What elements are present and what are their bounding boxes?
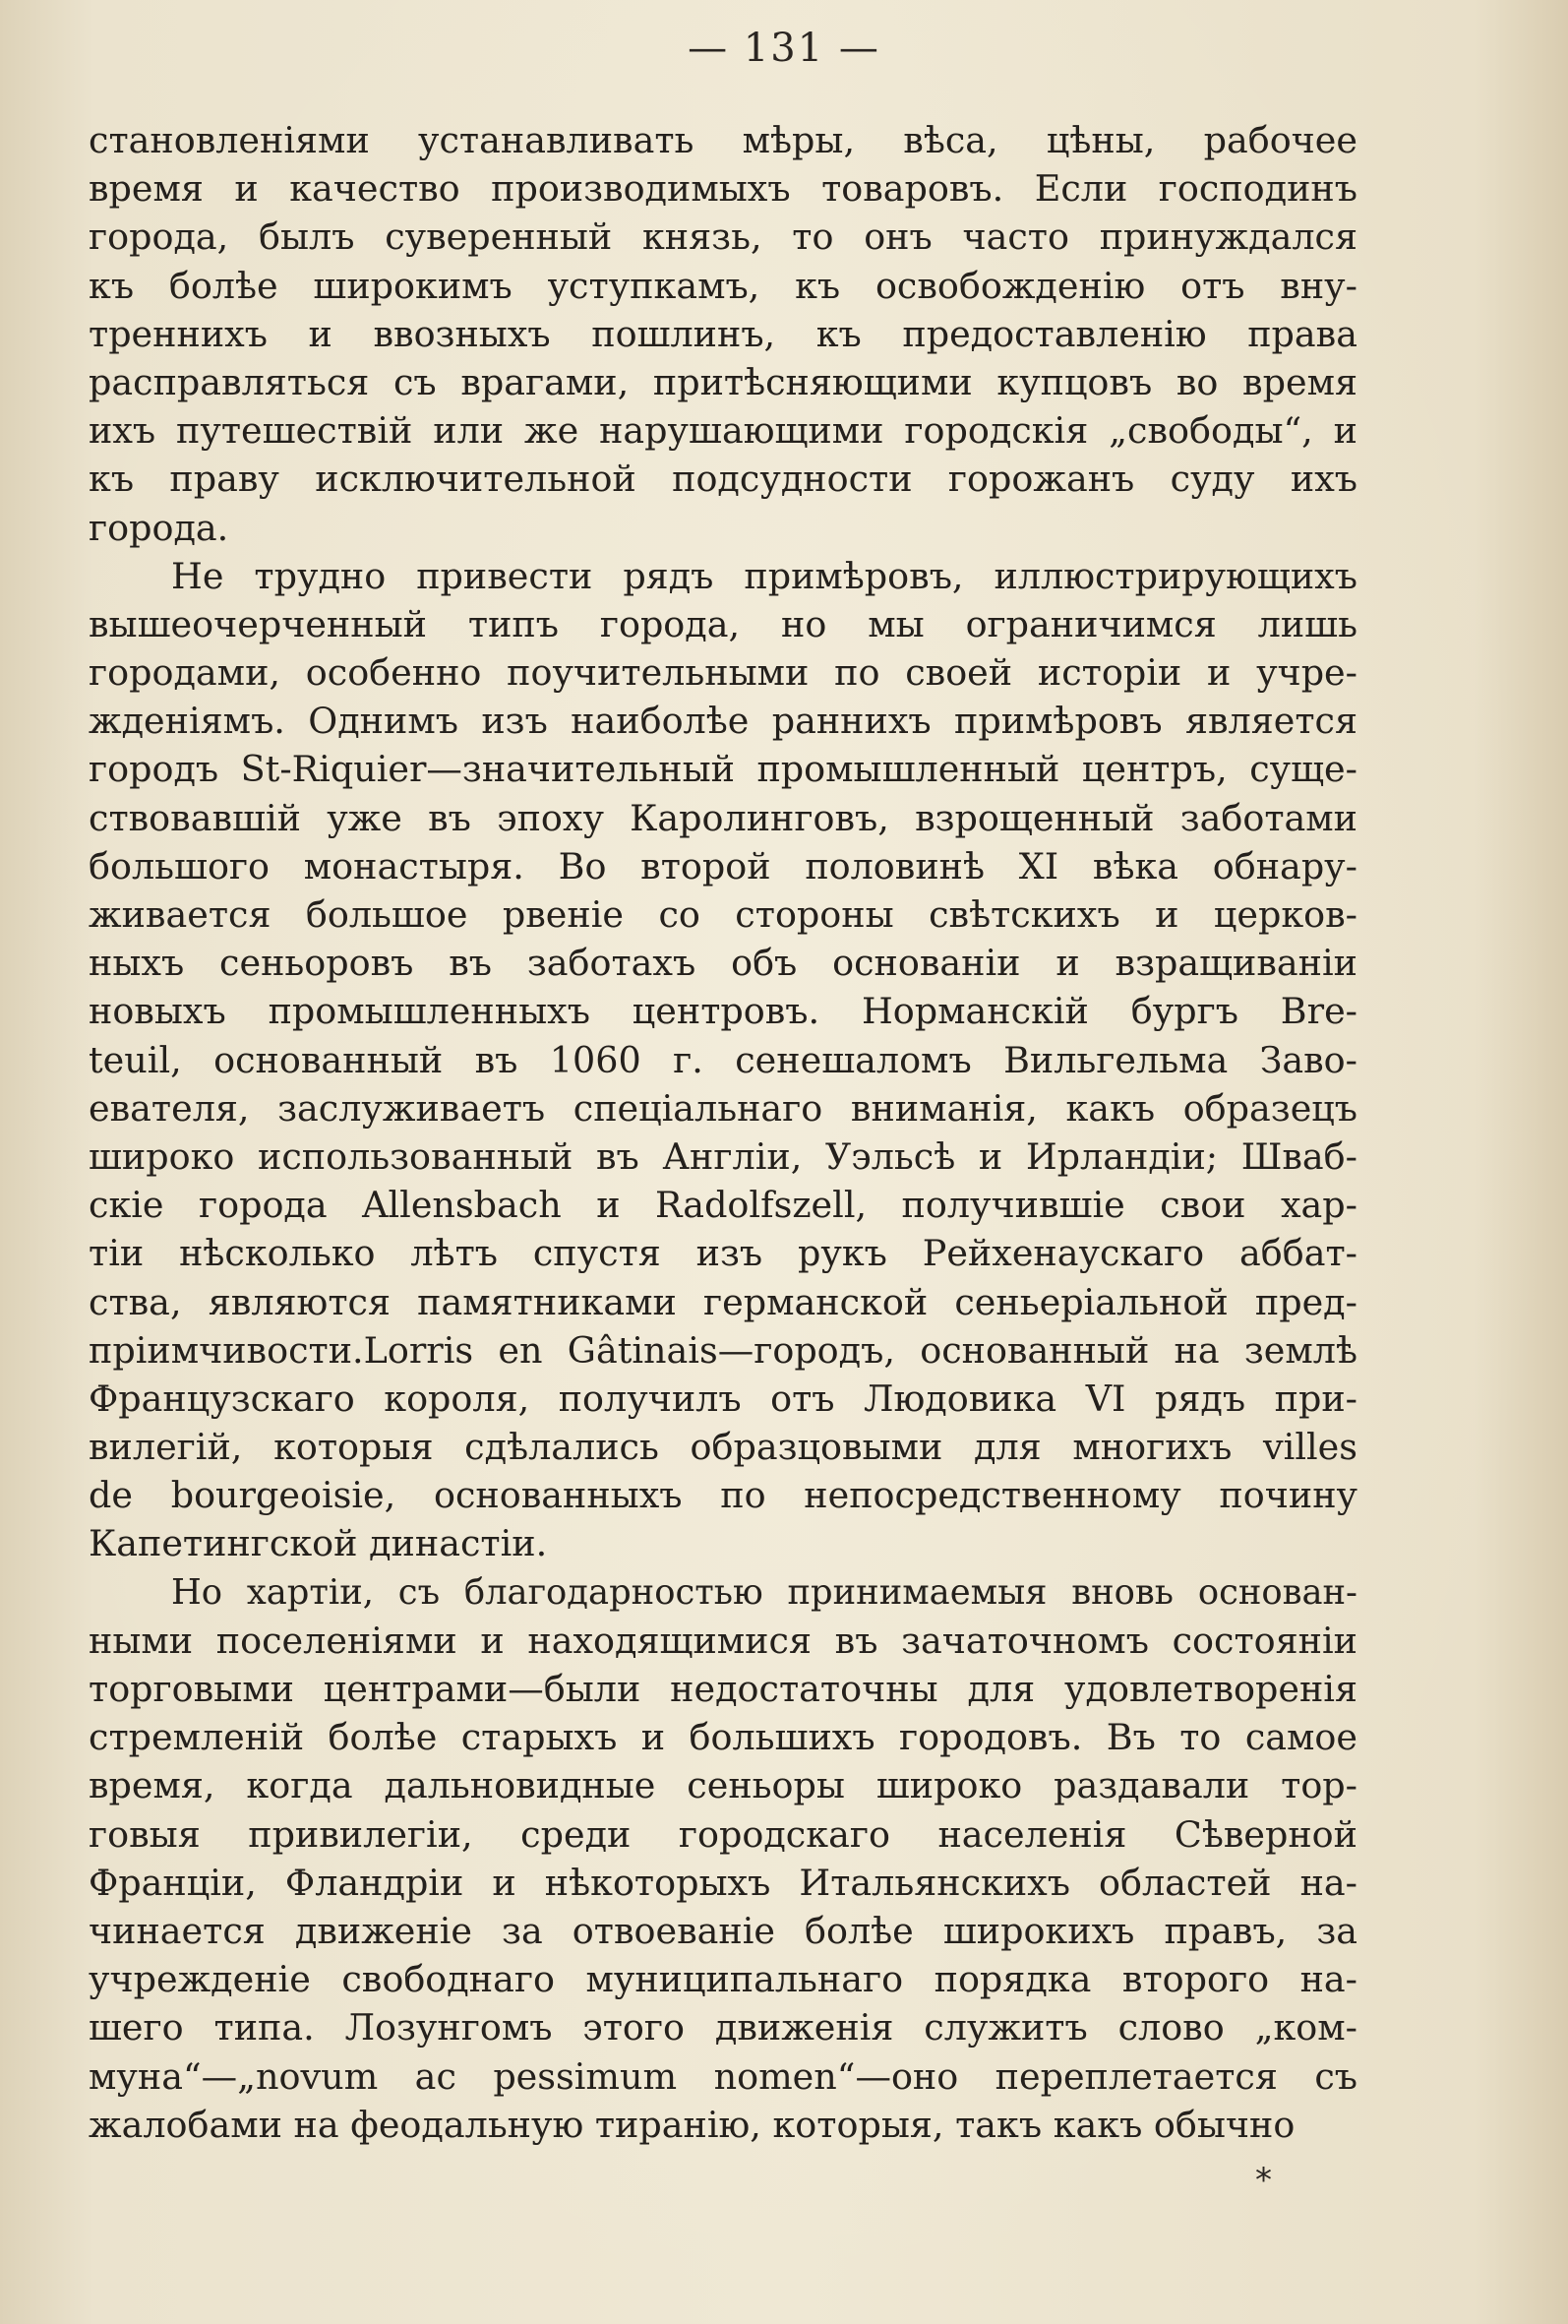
text-line: Но хартіи, съ благодарностью принимаемыя вновь основан-: [171, 1571, 1357, 1613]
text-line: городъ St-Riquier—значительный промышленный центръ, суще-: [89, 748, 1357, 791]
text-line: тіи нѣсколько лѣтъ спустя изъ рукъ Рейхенаускаго аббат-: [89, 1232, 1357, 1275]
text-line: ствовавшій уже въ эпоху Каролинговъ, взрощенный заботами: [89, 796, 1357, 839]
text-line: живается большое рвеніе со стороны свѣтскихъ и церков-: [89, 893, 1357, 936]
text-line: къ праву исключительной подсудности горожанъ суду ихъ: [89, 458, 1357, 501]
text-line: стремленій болѣе старыхъ и большихъ городовъ. Въ то самое: [89, 1716, 1357, 1759]
text-line: говыя привилегіи, среди городскаго населенія Сѣверной: [89, 1812, 1357, 1856]
text-line: пріимчивости.Lorris en Gâtinais—городъ, основанный на землѣ: [89, 1328, 1357, 1372]
text-line: города.: [89, 506, 229, 549]
text-line: новыхъ промышленныхъ центровъ. Норманскій бургъ Bre-: [89, 990, 1357, 1033]
page-number: — 131 —: [688, 26, 880, 71]
text-line: жденіямъ. Однимъ изъ наиболѣе раннихъ примѣровъ является: [89, 700, 1357, 743]
text-line: время и качество производимыхъ товаровъ. Если господинъ: [89, 167, 1357, 211]
text-line: Не трудно привести рядъ примѣровъ, иллюстрирующихъ: [171, 554, 1357, 597]
text-line: треннихъ и ввозныхъ пошлинъ, къ предоставленію права: [89, 312, 1357, 355]
text-line: муна“—„novum ac pessimum nomen“—оно переплетается съ: [89, 2054, 1357, 2098]
text-line: широко использованный въ Англіи, Уэльсѣ и Ирландіи; Шваб-: [89, 1134, 1357, 1178]
text-line: ными поселеніями и находящимися въ зачаточномъ состояніи: [89, 1619, 1357, 1662]
text-line: teuil, основанный въ 1060 г. сенешаломъ Вильгельма Заво-: [89, 1038, 1357, 1081]
paragraph: [89, 552, 1357, 1568]
text-line: жалобами на феодальную тиранію, которыя, такъ какъ обычно: [89, 2103, 1296, 2146]
text-line: торговыми центрами—были недостаточны для удовлетворенія: [89, 1668, 1357, 1710]
footer-asterisk: *: [1255, 2161, 1272, 2200]
text-line: расправляться съ врагами, притѣсняющими купцовъ во время: [89, 360, 1357, 403]
text-line: вилегій, которыя сдѣлались образцовыми для многихъ villes: [89, 1426, 1357, 1469]
text-line: вышеочерченный типъ города, но мы ограничимся лишь: [89, 602, 1357, 645]
text-line: скіе города Allensbach и Radolfszell, получившіе свои хар-: [89, 1184, 1357, 1227]
text-line: ства, являются памятниками германской сеньеріальной пред-: [89, 1280, 1357, 1323]
paragraph: [89, 1568, 1357, 2149]
body-text: [89, 116, 1357, 2149]
text-line: евателя, заслуживаетъ спеціальнаго вниманія, какъ образецъ: [89, 1086, 1357, 1130]
text-line: время, когда дальновидные сеньоры широко раздавали тор-: [89, 1764, 1357, 1807]
text-line: Капетингской династіи.: [89, 1522, 548, 1565]
text-line: ихъ путешествій или же нарушающими городскія „свободы“, и: [89, 409, 1357, 453]
text-line: къ болѣе широкимъ уступкамъ, къ освобожденію отъ вну-: [89, 264, 1357, 307]
text-line: шего типа. Лозунгомъ этого движенія служитъ слово „ком-: [89, 2006, 1357, 2049]
text-line: ныхъ сеньоровъ въ заботахъ объ основаніи и взращиваніи: [89, 942, 1357, 985]
text-line: учрежденіе свободнаго муниципальнаго порядка второго на-: [89, 1958, 1357, 2001]
paragraph: [89, 116, 1357, 552]
text-line: города, былъ суверенный князь, то онъ часто принуждался: [89, 215, 1357, 259]
text-line: большого монастыря. Во второй половинѣ XI вѣка обнару-: [89, 844, 1357, 887]
text-line: de bourgeoisie, основанныхъ по непосредственному почину: [89, 1474, 1357, 1517]
text-line: становленіями устанавливать мѣры, вѣса, цѣны, рабочее: [89, 119, 1357, 161]
text-line: городами, особенно поучительными по своей исторіи и учре-: [89, 651, 1357, 695]
text-line: чинается движеніе за отвоеваніе болѣе широкихъ правъ, за: [89, 1909, 1357, 1952]
text-line: Франціи, Фландріи и нѣкоторыхъ Итальянскихъ областей на-: [89, 1861, 1357, 1904]
text-line: Французскаго короля, получилъ отъ Людовика VI рядъ при-: [89, 1376, 1357, 1420]
